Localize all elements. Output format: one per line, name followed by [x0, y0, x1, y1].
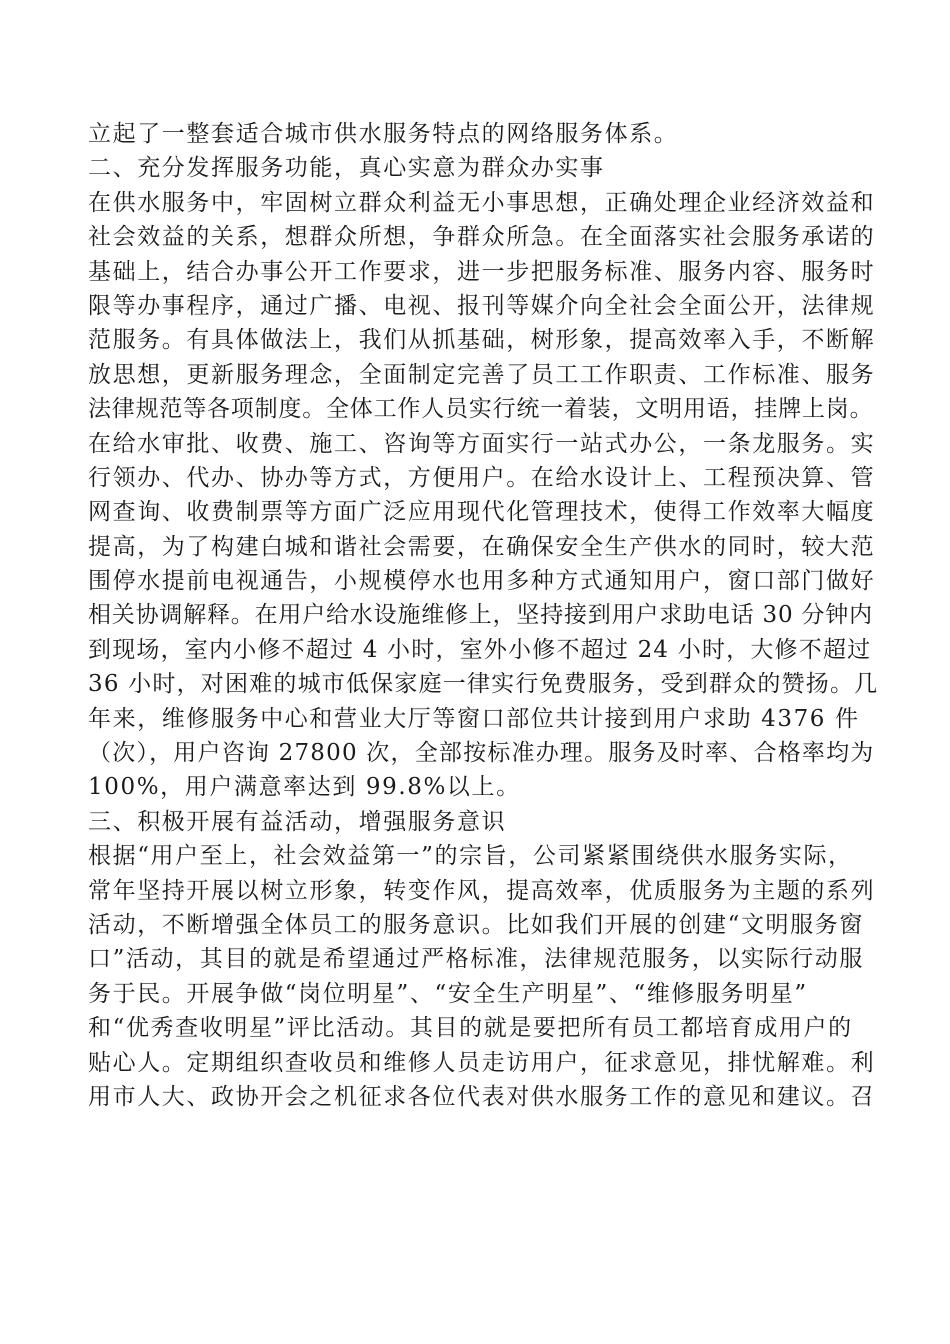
text-line: 提高，为了构建白城和谐社会需要，在确保安全生产供水的同时，较大范	[88, 533, 876, 560]
text-line: 立起了一整套适合城市供水服务特点的网络服务体系。	[88, 121, 679, 147]
text-line: 用市人大、政协开会之机征求各位代表对供水服务工作的意见和建议。召	[88, 1083, 876, 1110]
text-line: 活动，不断增强全体员工的服务意识。比如我们开展的创建“文明服务窗	[88, 911, 864, 938]
text-line: 年来，维修服务中心和营业大厅等窗口部位共计接到用户求助 4376 件	[88, 705, 860, 732]
text-line: 贴心人。定期组织查收员和维修人员走访用户，征求意见，排忧解难。利	[88, 1049, 876, 1076]
text-line: 相关协调解释。在用户给水设施维修上，坚持接到用户求助电话 30 分钟内	[88, 602, 873, 629]
text-line: 网查询、收费制票等方面广泛应用现代化管理技术，使得工作效率大幅度	[88, 499, 876, 526]
text-line: 在给水审批、收费、施工、咨询等方面实行一站式办公，一条龙服务。实	[88, 430, 876, 457]
text-line: 范服务。有具体做法上，我们从抓基础，树形象，提高效率入手，不断解	[88, 327, 876, 354]
text-line: 和“优秀查收明星”评比活动。其目的就是要把所有员工都培育成用户的	[88, 1015, 853, 1042]
text-line: 法律规范等各项制度。全体工作人员实行统一着装，文明用语，挂牌上岗。	[88, 396, 874, 423]
text-line: （次），用户咨询 27800 次，全部按标准办理。服务及时率、合格率均为	[88, 740, 875, 767]
text-line: 限等办事程序，通过广播、电视、报刊等媒介向全社会全面公开，法律规	[88, 292, 876, 319]
text-line: 基础上，结合办事公开工作要求，进一步把服务标准、服务内容、服务时	[88, 258, 876, 285]
text-line: 根据“用户至上，社会效益第一”的宗旨，公司紧紧围绕供水服务实际，	[88, 843, 853, 870]
text-line: 口”活动，其目的就是希望通过严格标准，法律规范服务，以实际行动服	[88, 946, 864, 973]
text-line: 行领办、代办、协办等方式，方便用户。在给水设计上、工程预决算、管	[88, 464, 876, 491]
section-heading-3: 三、积极开展有益活动，增强服务意识	[88, 808, 507, 835]
text-line: 社会效益的关系，想群众所想，争群众所急。在全面落实社会服务承诺的	[88, 224, 876, 251]
text-line: 围停水提前电视通告，小规模停水也用多种方式通知用户，窗口部门做好	[88, 568, 876, 595]
text-line: 放思想，更新服务理念，全面制定完善了员工工作职责、工作标准、服务	[88, 361, 876, 388]
text-line: 36 小时，对困难的城市低保家庭一律实行免费服务，受到群众的赞扬。几	[88, 671, 879, 698]
text-line: 到现场，室内小修不超过 4 小时，室外小修不超过 24 小时，大修不超过	[88, 636, 872, 663]
text-line: 在供水服务中，牢固树立群众利益无小事思想，正确处理企业经济效益和	[88, 189, 876, 216]
text-line: 常年坚持开展以树立形象，转变作风，提高效率，优质服务为主题的系列	[88, 877, 876, 904]
text-line: 100%，用户满意率达到 99.8%以上。	[88, 774, 521, 801]
text-line: 务于民。开展争做“岗位明星”、“安全生产明星”、“维修服务明星”	[88, 980, 808, 1007]
section-heading-2: 二、充分发挥服务功能，真心实意为群众办实事	[88, 155, 605, 182]
document-body	[88, 117, 878, 1114]
